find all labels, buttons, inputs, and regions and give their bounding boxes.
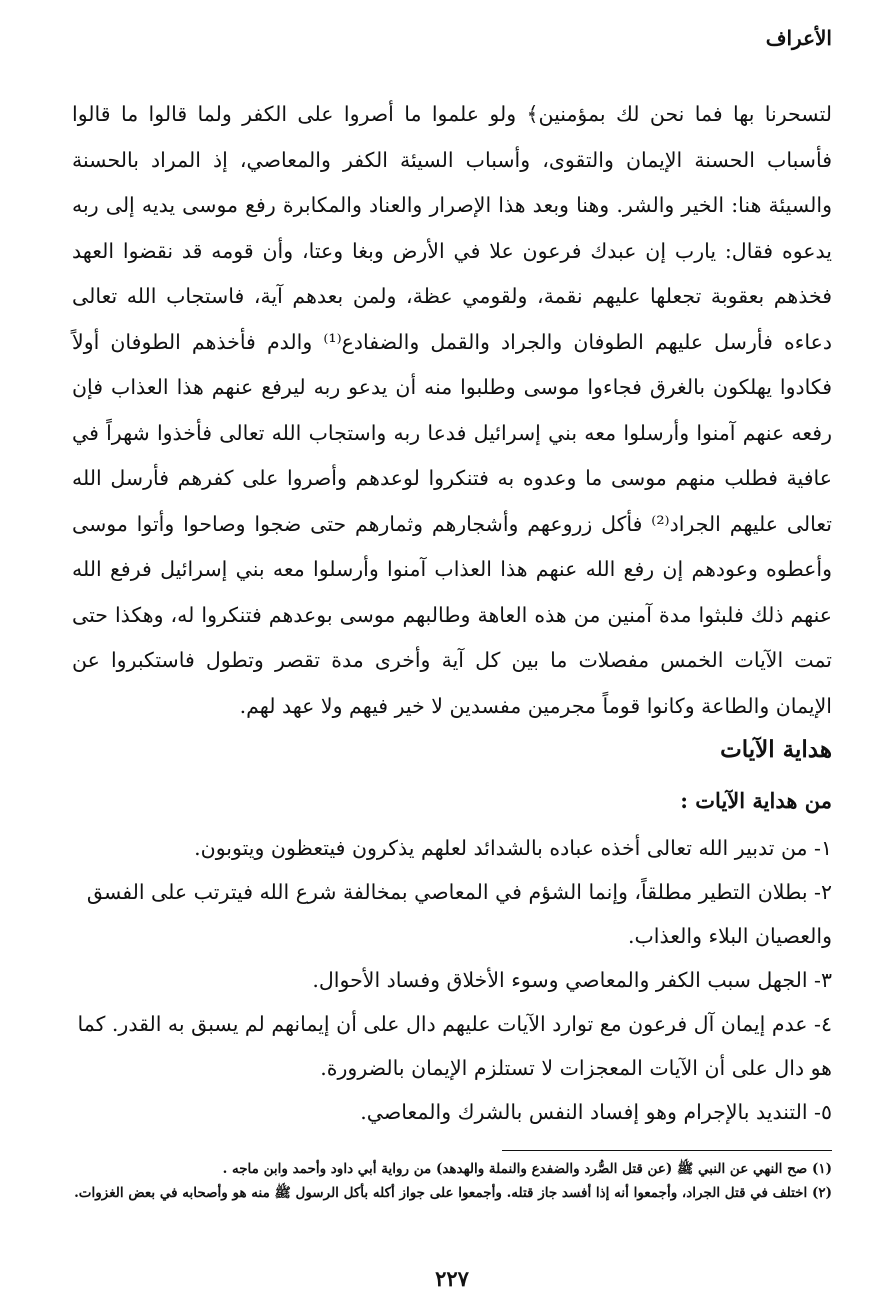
page-number: ٢٢٧ (435, 1266, 469, 1291)
section-heading: هداية الآيات (720, 736, 832, 763)
section-subheading: من هداية الآيات : (680, 788, 832, 813)
footnote-1: (١) صح النهي عن النبي ﷺ (عن قتل الصُّرد والضفدع والنملة والهدهد) من رواية أبي داود وأحمد وابن ماجه . (222, 1161, 832, 1177)
body-text (72, 92, 832, 729)
running-header: الأعراف (765, 26, 832, 50)
lesson-item-5: ٥- التنديد بالإجرام وهو إفساد النفس بالشرك والمعاصي. (360, 1100, 832, 1124)
lesson-item-1: ١- من تدبير الله تعالى أخذه عباده بالشدائد لعلهم يذكرون فيتعظون ويتوبون. (194, 836, 832, 860)
lesson-item-3: ٣- الجهل سبب الكفر والمعاصي وسوء الأخلاق وفساد الأحوال. (312, 968, 832, 992)
lessons-list (72, 826, 832, 1134)
footnotes (72, 1160, 832, 1208)
lesson-item-2: ٢- بطلان التطير مطلقاً، وإنما الشؤم في المعاصي بمخالفة شرع الله فيترتب على الفسق والعصيان البلاء والعذاب. (86, 880, 832, 948)
lesson-item-4: ٤- عدم إيمان آل فرعون مع توارد الآيات عليهم دال على أن إيمانهم لم يسبق به القدر. كما هو دال على أن الآيات المعجزات لا تستلزم الإيمان بالضرورة. (77, 1012, 832, 1080)
footnote-divider (502, 1150, 832, 1151)
book-page (72, 0, 832, 1310)
footnote-2: (٢) اختلف في قتل الجراد، وأجمعوا أنه إذا أفسد جاز قتله. وأجمعوا على جواز أكله بأكل الرسول ﷺ منه هو وأصحابه في بعض الغزوات. (74, 1185, 832, 1201)
body-paragraph: لتسحرنا بها فما نحن لك بمؤمنين﴾ ولو علموا ما أصروا على الكفر ولما قالوا ما قالوا فأسباب الحسنة الإيمان والتقوى، وأسباب السيئة الكفر والمعاصي، إذ المراد بالحسنة والسيئة هنا: الخير والشر. وهنا وبعد هذا الإصرار والعناد والمكابرة رفع موسى يديه إلى ربه يدعوه فقال: يارب إن عبدك فرعون علا في الأرض وبغا وعتا، وأن قومه قد نقضوا العهد فخذهم بعقوبة تجعلها عليهم نقمة، ولقومي عظة، ولمن بعدهم آية، فاستجاب الله تعالى دعاءه فأرسل عليهم الطوفان والجراد والقمل والضفادع⁽¹⁾ والدم فأخذهم الطوفان أولاً فكادوا يهلكون بالغرق فجاءوا موسى وطلبوا منه أن يدعو ربه ليرفع عنهم هذا العذاب فإن رفعه عنهم آمنوا وأرسلوا معه بني إسرائيل فدعا ربه واستجاب الله تعالى فأخذوا شهراً في عافية فطلب منهم موسى ما وعدوه به فتنكروا لوعدهم وأصروا على كفرهم فأرسل الله تعالى عليهم الجراد⁽²⁾ فأكل زروعهم وأشجارهم وثمارهم حتى ضجوا وصاحوا وأتوا موسى وأعطوه وعودهم إن رفع الله عنهم هذا العذاب آمنوا وأرسلوا معه بني إسرائيل فرفع الله عنهم ذلك فلبثوا مدة آمنين من هذه العاهة وطالبهم موسى بوعدهم فتنكروا له، وهكذا حتى تمت الآيات الخمس مفصلات ما بين كل آية وأخرى مدة تقصر وتطول فاستكبروا عن الإيمان والطاعة وكانوا قوماً مجرمين مفسدين لا خير فيهم ولا عهد لهم. (72, 102, 833, 718)
